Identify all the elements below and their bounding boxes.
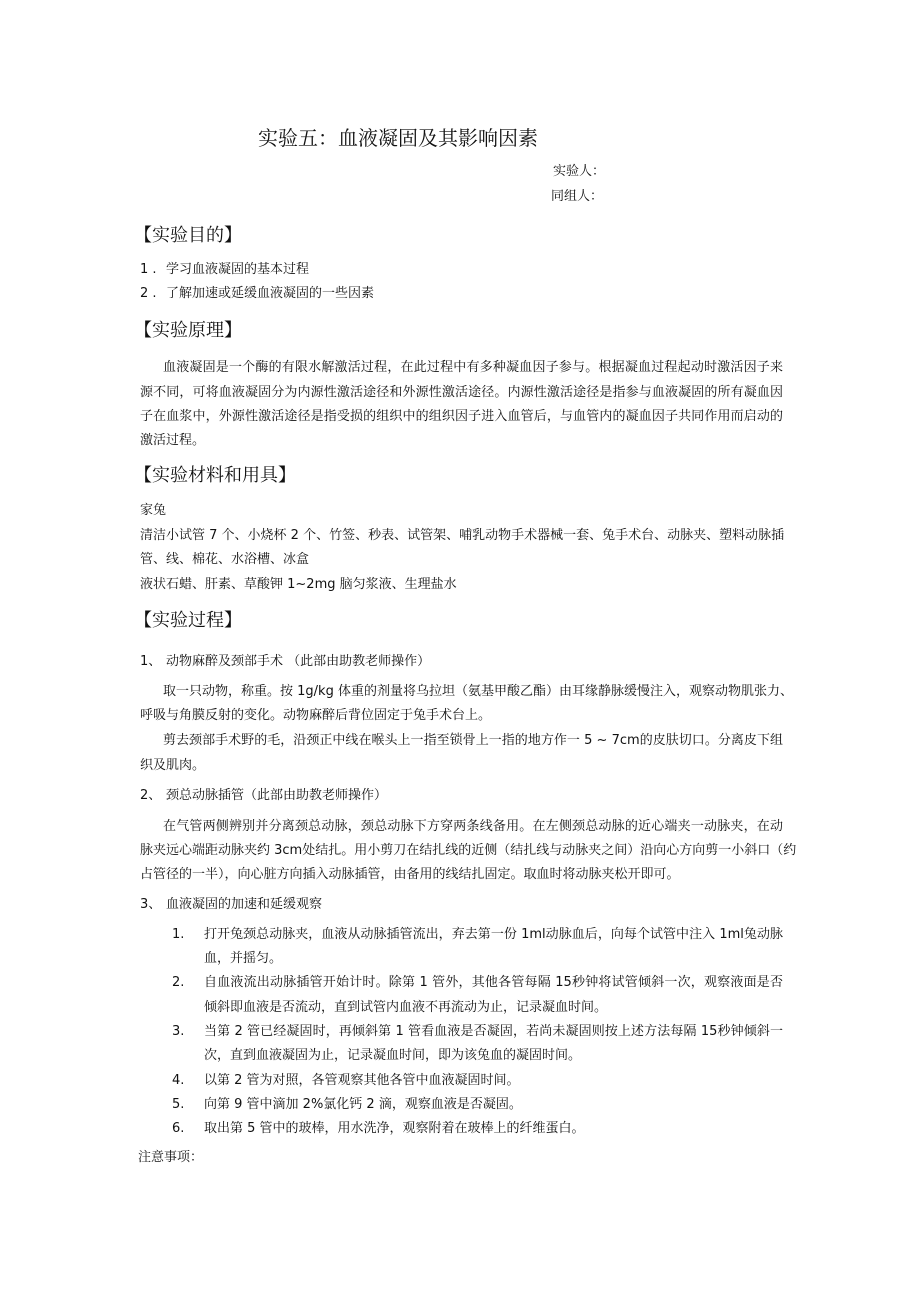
substep-num: 5.	[172, 1097, 185, 1112]
step-line: 占管径的一半），向心脏方向插入动脉插管，由备用的线结扎固定。取血时将动脉夹松开即可。	[140, 867, 680, 882]
materials-heading: 【实验材料和用具】	[134, 465, 296, 486]
step-line: 取一只动物，称重。按 1g/kg 体重的剂量将乌拉坦（氨基甲酸乙酯）由耳缘静脉缓慢注入，观察动物肌张力、	[163, 684, 793, 699]
procedure-heading: 【实验过程】	[134, 610, 242, 631]
step-num: 3、	[140, 897, 162, 912]
step-num: 1、	[140, 654, 162, 669]
step-line: 脉夹远心端距动脉夹约 3cm处结扎。用小剪刀在结扎线的近侧（结扎线与动脉夹之间）沿向心方向剪一小斜口（约	[140, 843, 797, 858]
principle-line: 激活过程。	[140, 433, 206, 448]
materials-line: 液状石蜡、肝素、草酸钾 1~2mg 脑匀浆液、生理盐水	[140, 577, 457, 592]
substep-line: 以第 2 管为对照，各管观察其他各管中血液凝固时间。	[204, 1073, 520, 1088]
principle-line: 子在血浆中，外源性激活途径是指受损的组织中的组织因子进入血管后，与血管内的凝血因子共同作用而启动的	[140, 409, 783, 424]
substep-num: 2.	[172, 975, 185, 990]
page-title: 实验五：血液凝固及其影响因素	[258, 126, 538, 150]
experimenter-label: 实验人：	[553, 164, 606, 179]
purpose-item-num: 1 .	[140, 262, 157, 277]
group-member-label: 同组人：	[551, 189, 604, 204]
step-line: 剪去颈部手术野的毛，沿颈正中线在喉头上一指至锁骨上一指的地方作一 5 ~ 7cm的皮肤切口。分离皮下组	[163, 733, 783, 748]
substep-num: 6.	[172, 1121, 185, 1136]
step-line: 织及肌肉。	[140, 758, 206, 773]
step-title: 动物麻醉及颈部手术 （此部由助教老师操作）	[166, 654, 431, 669]
step-num: 2、	[140, 788, 162, 803]
purpose-heading: 【实验目的】	[134, 225, 242, 246]
step-title: 血液凝固的加速和延缓观察	[166, 897, 323, 912]
step-line: 在气管两侧辨别并分离颈总动脉，颈总动脉下方穿两条线备用。在左侧颈总动脉的近心端夹一动脉夹，在动	[163, 819, 783, 834]
principle-line: 血液凝固是一个酶的有限水解激活过程，在此过程中有多种凝血因子参与。根据凝血过程起动时激活因子来	[163, 360, 783, 375]
step-line: 呼吸与角膜反射的变化。动物麻醉后背位固定于兔手术台上。	[140, 708, 492, 723]
materials-line: 清洁小试管 7 个、小烧杯 2 个、竹签、秒表、试管架、哺乳动物手术器械一套、兔手术台、动脉夹、塑料动脉插	[140, 528, 785, 543]
substep-line: 向第 9 管中滴加 2%氯化钙 2 滴，观察血液是否凝固。	[204, 1097, 522, 1112]
substep-line: 血，并摇匀。	[204, 951, 283, 966]
substep-line: 当第 2 管已经凝固时，再倾斜第 1 管看血液是否凝固，若尚未凝固则按上述方法每隔 15秒钟倾斜一	[204, 1024, 783, 1039]
substep-line: 自血液流出动脉插管开始计时。除第 1 管外，其他各管每隔 15秒钟将试管倾斜一次，观察液面是否	[204, 975, 783, 990]
substep-line: 打开兔颈总动脉夹，血液从动脉插管流出，弃去第一份 1ml动脉血后，向每个试管中注入 1ml兔动脉	[204, 927, 783, 942]
substep-line: 次，直到血液凝固为止，记录凝血时间，即为该兔血的凝固时间。	[204, 1048, 582, 1063]
step-title: 颈总动脉插管（此部由助教老师操作）	[166, 788, 388, 803]
materials-line: 管、线、棉花、水浴槽、冰盒	[140, 552, 310, 567]
substep-line: 取出第 5 管中的玻棒，用水洗净，观察附着在玻棒上的纤维蛋白。	[204, 1121, 585, 1136]
notes-label: 注意事项：	[138, 1150, 204, 1165]
substep-num: 3.	[172, 1024, 185, 1039]
substep-line: 倾斜即血液是否流动，直到试管内血液不再流动为止，记录凝血时间。	[204, 1000, 608, 1015]
principle-line: 源不同，可将血液凝固分为内源性激活途径和外源性激活途径。内源性激活途径是指参与血液凝固的所有凝血因	[140, 385, 783, 400]
substep-num: 1.	[172, 927, 185, 942]
substep-num: 4.	[172, 1073, 185, 1088]
materials-line: 家兔	[140, 503, 167, 518]
purpose-item: 学习血液凝固的基本过程	[166, 262, 310, 277]
principle-heading: 【实验原理】	[134, 320, 242, 341]
purpose-item: 了解加速或延缓血液凝固的一些因素	[166, 286, 375, 301]
purpose-item-num: 2 .	[140, 286, 157, 301]
